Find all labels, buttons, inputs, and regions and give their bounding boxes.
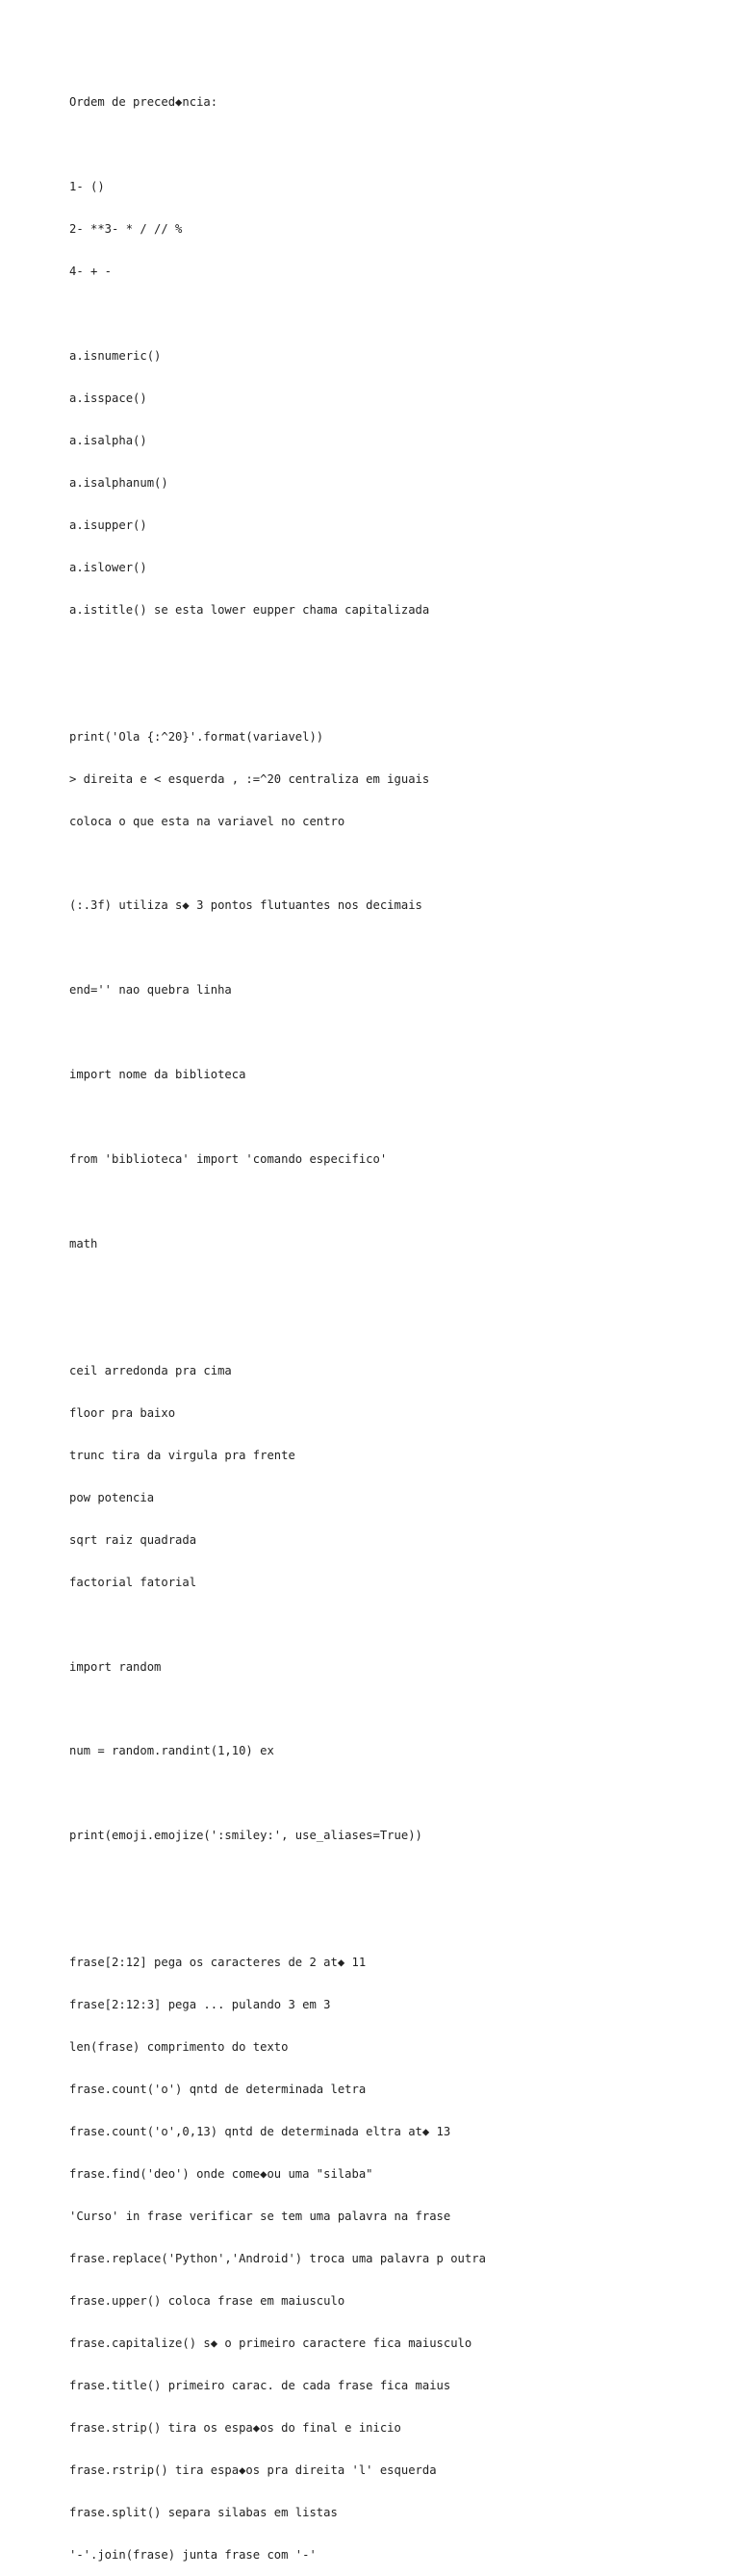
text-line: math xyxy=(69,1237,98,1251)
text-line: coloca o que esta na variavel no centro xyxy=(69,814,345,828)
blank-line xyxy=(69,645,724,660)
blank-line xyxy=(69,688,724,702)
text-line: a.isalphanum() xyxy=(69,475,168,490)
text-line: frase[2:12] pega os caracteres de 2 at◆ 11 xyxy=(69,1956,367,1970)
blank-line xyxy=(69,1618,724,1632)
text-line: factorial fatorial xyxy=(69,1575,197,1589)
text-line: sqrt raiz quadrada xyxy=(69,1532,197,1547)
text-line: a.islower() xyxy=(69,560,147,574)
text-line: import random xyxy=(69,1659,162,1674)
text-line: import nome da biblioteca xyxy=(69,1068,246,1082)
blank-line xyxy=(69,1025,724,1040)
text-line: a.isalpha() xyxy=(69,433,147,447)
blank-line xyxy=(69,1871,724,1885)
blank-line xyxy=(69,1110,724,1124)
text-line: pow potencia xyxy=(69,1490,155,1504)
text-line: from 'biblioteca' import 'comando especifico' xyxy=(69,1152,388,1167)
blank-line xyxy=(69,1913,724,1928)
text-line: floor pra baixo xyxy=(69,1405,176,1420)
document-page xyxy=(69,67,724,2576)
text-line: print('Ola {:^20}'.format(variavel)) xyxy=(69,729,324,744)
text-line: frase.count('o') qntd de determinada letra xyxy=(69,2083,367,2097)
text-line: 2- **3- * / // % xyxy=(69,222,183,237)
text-line: > direita e < esquerda , :=^20 centraliza em iguais xyxy=(69,771,430,786)
text-line: trunc tira da virgula pra frente xyxy=(69,1448,295,1462)
text-line: len(frase) comprimento do texto xyxy=(69,2040,289,2055)
blank-line xyxy=(69,941,724,955)
text-line: frase.replace('Python','Android') troca uma palavra p outra xyxy=(69,2251,486,2265)
text-line: 1- () xyxy=(69,180,105,194)
text-line: frase.upper() coloca frase em maiusculo xyxy=(69,2293,345,2308)
text-line: end='' nao quebra linha xyxy=(69,983,232,998)
blank-line xyxy=(69,1279,724,1294)
blank-line xyxy=(69,138,724,152)
text-line: a.isspace() xyxy=(69,391,147,405)
text-line: frase.rstrip() tira espa◆os pra direita 'l' esquerda xyxy=(69,2462,437,2477)
text-line: frase.strip() tira os espa◆os do final e inicio xyxy=(69,2420,401,2435)
text-line: ceil arredonda pra cima xyxy=(69,1363,232,1377)
blank-line xyxy=(69,856,724,871)
text-line: frase.find('deo') onde come◆ou uma "silaba" xyxy=(69,2167,373,2182)
text-line: a.isupper() xyxy=(69,518,147,532)
text-line: 'Curso' in frase verificar se tem uma palavra na frase xyxy=(69,2209,451,2223)
text-line: frase.count('o',0,13) qntd de determinada eltra at◆ 13 xyxy=(69,2125,451,2139)
text-line: 4- + - xyxy=(69,265,113,279)
blank-line xyxy=(69,1322,724,1336)
text-line: frase.split() separa silabas em listas xyxy=(69,2505,338,2519)
blank-line xyxy=(69,1703,724,1717)
text-line: num = random.randint(1,10) ex xyxy=(69,1744,274,1758)
text-line: frase.title() primeiro carac. de cada frase fica maius xyxy=(69,2378,451,2392)
blank-line xyxy=(69,307,724,321)
text-line: frase[2:12:3] pega ... pulando 3 em 3 xyxy=(69,1998,331,2012)
text-line: Ordem de preced◆ncia: xyxy=(69,95,218,110)
text-line: (:.3f) utiliza s◆ 3 pontos flutuantes nos decimais xyxy=(69,898,422,913)
text-line: '-'.join(frase) junta frase com '-' xyxy=(69,2547,317,2562)
blank-line xyxy=(69,1786,724,1801)
text-line: print(emoji.emojize(':smiley:', use_aliases=True)) xyxy=(69,1829,422,1843)
text-line: frase.capitalize() s◆ o primeiro caractere fica maiusculo xyxy=(69,2336,472,2350)
text-line: a.isnumeric() xyxy=(69,349,162,364)
text-line: a.istitle() se esta lower eupper chama capitalizada xyxy=(69,602,430,617)
blank-line xyxy=(69,1195,724,1209)
